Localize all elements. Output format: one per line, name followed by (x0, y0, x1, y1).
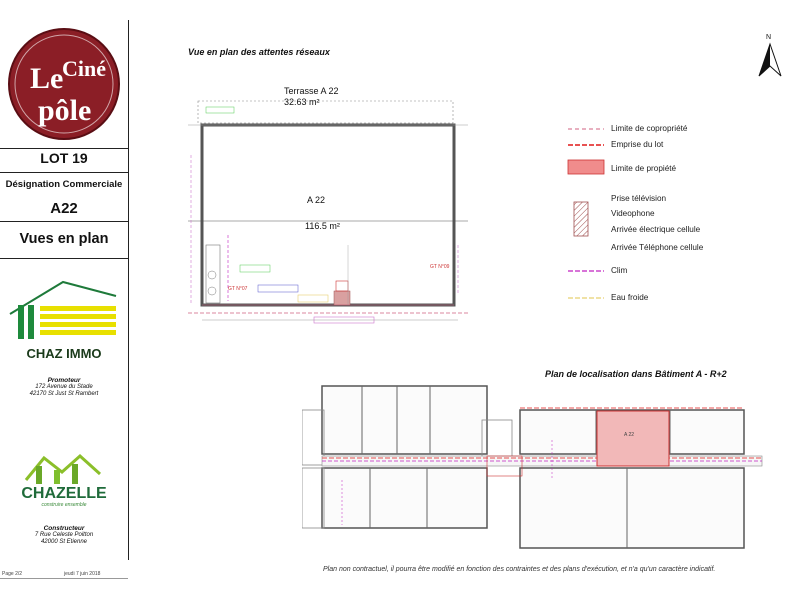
legend-label: Eau froide (611, 293, 649, 302)
logo-le: Le (30, 62, 64, 95)
gt-left: GT N°07 (228, 286, 248, 292)
builder-title: Constructeur (43, 525, 85, 532)
divider (0, 172, 128, 173)
logo-cine: Ciné (62, 56, 106, 81)
legend-label: Videophone (611, 209, 655, 218)
terrace-name: Terrasse A 22 (284, 86, 339, 96)
divider (0, 221, 128, 222)
lot-number: LOT 19 (40, 150, 88, 166)
gt-right: GT N°09 (430, 264, 450, 270)
legend-label: Clim (611, 266, 628, 275)
terrace-area: 32.63 m² (284, 97, 320, 107)
sidebar (0, 20, 129, 560)
highlight-unit-label: A 22 (624, 432, 635, 438)
building-location-plan (302, 380, 764, 560)
disclaimer: Plan non contractuel, il pourra être modifié en fonction des contraintes et des plans d'exécution, et n'a qu'un caractère indicatif. (323, 566, 716, 573)
designation-value: A22 (50, 200, 78, 217)
legend-label: Limite de propiété (611, 164, 677, 173)
legend-label: Prise télévision (611, 194, 667, 203)
promoter-brand: CHAZ IMMO (26, 346, 102, 361)
bottom-plan-title: Plan de localisation dans Bâtiment A - R+2 (545, 369, 727, 379)
divider (0, 258, 128, 259)
unit-area: 116.5 m² (305, 221, 340, 231)
builder-address-1: 7 Rue Celeste Poitton (34, 532, 94, 538)
divider (0, 148, 128, 149)
builder-address-2: 42000 St Etienne (40, 539, 88, 545)
chaz-immo-logo (8, 272, 118, 342)
north-label: N (766, 34, 772, 41)
legend-label: Emprise du lot (611, 140, 664, 149)
promoter-address-2: 42170 St Just St Rambert (29, 391, 99, 397)
north-arrow-icon (755, 36, 785, 82)
logo-pole: pôle (38, 94, 92, 127)
legend-label: Arrivée électrique cellule (611, 225, 701, 234)
legend-label: Arrivée Téléphone cellule (611, 243, 704, 252)
lecinepole-logo (4, 26, 124, 142)
builder-brand: CHAZELLE (21, 485, 107, 502)
top-plan-title: Vue en plan des attentes réseaux (188, 47, 330, 57)
chazelle-logo (22, 450, 106, 486)
section-title: Vues en plan (19, 231, 109, 247)
designation-label: Désignation Commerciale (5, 179, 123, 190)
unit-name: A 22 (307, 195, 326, 205)
page-number: Page 2/2 (2, 571, 23, 577)
legend-symbols (566, 122, 606, 307)
promoter-address-1: 172 Avenue du Stade (35, 384, 93, 390)
legend-label: Limite de copropriété (611, 124, 688, 133)
top-floor-plan (188, 95, 468, 330)
promoter-title: Promoteur (47, 377, 81, 384)
builder-tagline: construire ensemble (41, 502, 87, 508)
divider (0, 578, 128, 579)
print-date: jeudi 7 juin 2018 (64, 571, 101, 577)
